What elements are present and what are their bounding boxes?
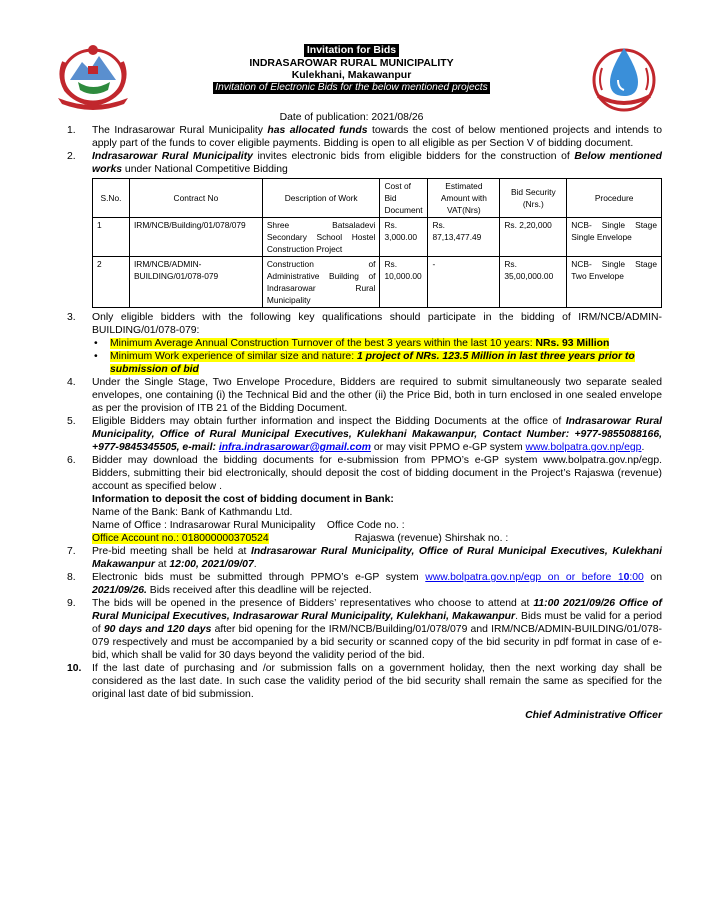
- clause-7: 7. Pre-bid meeting shall be held at Indrasarowar Rural Municipality, Office of Rural Municipal Executives, Kulekhani Makawanpur at 12:00, 2021/09/07.: [67, 546, 662, 570]
- table-cell: Rs. 3,000.00: [380, 218, 428, 257]
- table-cell: Construction of Administrative Building of Indrasarowar Rural Municipality: [262, 257, 380, 308]
- table-cell: 1: [93, 218, 130, 257]
- table-cell: -: [428, 257, 500, 308]
- egp-link[interactable]: www.bolpatra.gov.np/egp: [525, 442, 642, 453]
- notice-body: [56, 124, 662, 722]
- table-cell: Shree Batsaladevi Secondary School Hostel Construction Project: [262, 218, 380, 257]
- qualification-bullet-2: • Minimum Work experience of similar size and nature: 1 project of NRs. 123.5 Million in last three years prior to submission of bid: [94, 351, 635, 375]
- egp-submission-link[interactable]: www.bolpatra.gov.np/egp on or before 10:00: [425, 572, 644, 583]
- col-header: S.No.: [93, 179, 130, 218]
- clause-2: 2. Indrasarowar Rural Municipality invites electronic bids from eligible bidders for the construction of Below mentioned works under National Competitive Bidding: [67, 151, 662, 175]
- table-cell: Rs. 2,20,000: [500, 218, 567, 257]
- nepal-emblem-logo: [52, 40, 134, 110]
- bullet-icon: •: [94, 338, 98, 349]
- bank-name: Name of the Bank: Bank of Kathmandu Ltd.: [92, 507, 293, 518]
- document-header: [150, 44, 553, 94]
- clause-10: 10. If the last date of purchasing and /or submission falls on a government holiday, then the next working day shall be considered as the last date. In such case the validity period of the bid security shall remain the same as specified for the original last date of bid submission.: [67, 663, 662, 700]
- account-line: Office Account no.: 018000000370524 Rajaswa (revenue) Shirshak no. :: [92, 533, 509, 544]
- organization-place: Kulekhani, Makawanpur: [291, 69, 412, 81]
- col-header: Contract No: [129, 179, 262, 218]
- office-line: Name of Office : Indrasarowar Rural Municipality Office Code no. :: [92, 520, 405, 531]
- table-cell: 2: [93, 257, 130, 308]
- table-cell: NCB- Single Stage Single Envelope: [567, 218, 662, 257]
- table-row: [93, 218, 662, 257]
- projects-table: [92, 178, 662, 308]
- table-cell: Rs. 87,13,477.49: [428, 218, 500, 257]
- office-account: Office Account no.: 018000000370524: [92, 533, 269, 544]
- col-header: Estimated Amount with VAT(Nrs): [428, 179, 500, 218]
- col-header: Procedure: [567, 179, 662, 218]
- col-header: Cost of Bid Document: [380, 179, 428, 218]
- table-row: [93, 257, 662, 308]
- subtitle-banner: Invitation of Electronic Bids for the below mentioned projects: [215, 82, 488, 93]
- table-cell: Rs. 35,00,000.00: [500, 257, 567, 308]
- bullet-icon: •: [94, 351, 98, 362]
- qualification-bullet-1: • Minimum Average Annual Construction Turnover of the best 3 years within the last 10 years: NRs. 93 Million: [94, 338, 610, 349]
- title-banner: Invitation for Bids: [304, 44, 399, 57]
- clause-3: 3. Only eligible bidders with the following key qualifications should participate in the bidding of IRM/NCB/ADMIN-BUILDING/01/078-079:: [67, 312, 662, 336]
- table-cell: NCB- Single Stage Two Envelope: [567, 257, 662, 308]
- table-cell: IRM/NCB/ADMIN-BUILDING/01/078-079: [129, 257, 262, 308]
- table-cell: IRM/NCB/Building/01/078/079: [129, 218, 262, 257]
- clause-9: 9. The bids will be opened in the presence of Bidders’ representatives who choose to attend at 11:00 2021/09/26 Office of Rural Municipal Executives, Indrasarowar Rural Municipality, Kulekhani, Makawanpur. Bids must be valid for a period of 90 days and 120 days after bid opening for the IRM/NCB/Building/01/078/079 and IRM/NCB/ADMIN-BUILDING/01/078-079 respectively and must be accompanied by a bid security or scanned copy of the bid security in pdf format in case of e-bid, which shall be valid for 30 days beyond the validity period of the bid.: [67, 598, 662, 661]
- clause-4: 4. Under the Single Stage, Two Envelope Procedure, Bidders are required to submit simultaneously two separate sealed envelopes, one containing (i) the Technical Bid and the other (ii) the Price Bid, both in turn enclosed in one sealed envelope as per the provision of ITB 21 of the Bidding Document.: [67, 377, 662, 414]
- clause-6: 6. Bidder may download the bidding documents for e-submission from PPMO’s e-GP system www.bolpatra.gov.np/egp. Bidders, submitting their bid electronically, should deposit the cost of bidding document in the Project’s Rajaswa (revenue) account as specified below .: [67, 455, 662, 492]
- table-header-row: [93, 179, 662, 218]
- clause-1: 1. The Indrasarowar Rural Municipality has allocated funds towards the cost of below mentioned projects and intends to apply part of the funds to cover eligible payments. Bidding is open to all eligible as per Section V of bidding document.: [67, 125, 662, 149]
- organization-name: INDRASAROWAR RURAL MUNICIPALITY: [249, 57, 454, 69]
- bank-info-heading: Information to deposit the cost of bidding document in Bank:: [92, 494, 394, 505]
- col-header: Bid Security (Nrs.): [500, 179, 567, 218]
- clause-5: 5. Eligible Bidders may obtain further information and inspect the Bidding Documents at the office of Indrasarowar Rural Municipality, Office of Rural Municipal Executives, Kulekhani Makawanpur, Contact Number: +977-9855088166, +977-9845345505, e-mail: infra.indrasarowar@gmail.com or may visit PPMO e-GP system www.bolpatra.gov.np/egp.: [67, 416, 663, 453]
- col-header: Description of Work: [262, 179, 380, 218]
- clause-8: 8. Electronic bids must be submitted through PPMO’s e-GP system www.bolpatra.gov.np/egp on or before 10:00 on 2021/09/26. Bids received after this deadline will be rejected.: [67, 572, 662, 596]
- signature: Chief Administrative Officer: [525, 710, 662, 721]
- table-cell: Rs. 10,000.00: [380, 257, 428, 308]
- publication-date: Date of publication: 2021/08/26: [279, 112, 424, 123]
- email-link[interactable]: infra.indrasarowar@gmail.com: [218, 442, 371, 453]
- municipality-water-drop-logo: [588, 40, 660, 116]
